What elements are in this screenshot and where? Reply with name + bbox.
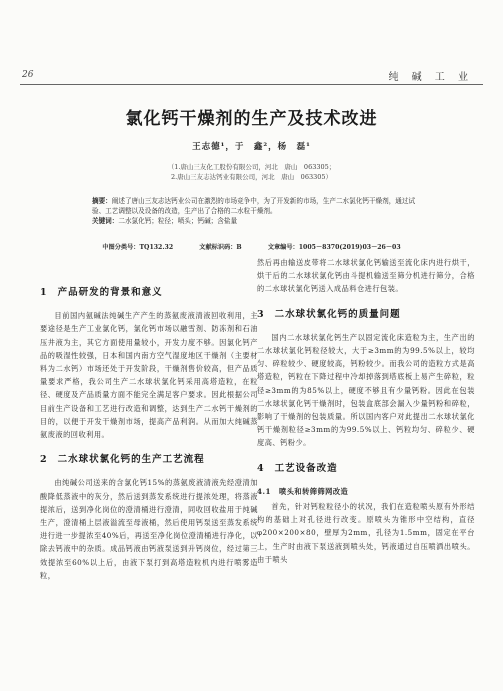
article-authors: 王志德¹，于 鑫²，杨 磊¹ (192, 142, 311, 152)
section-3-heading (257, 308, 475, 321)
section-3-title: 二水球状氯化钙的质量问题 (274, 308, 401, 320)
subsection-4-1-title: 喷头和转筛筛网改造 (279, 486, 349, 496)
page-number: 26 (22, 70, 34, 80)
right-column (257, 256, 475, 566)
header-rule (20, 84, 483, 85)
section-4-number: 4 (257, 462, 265, 474)
subsection-4-1-number: 4.1 (257, 486, 272, 496)
journal-name: 纯 碱 工 业 (388, 72, 473, 83)
clc-number: 中图分类号：TQ132.32 (102, 244, 174, 251)
running-header (0, 0, 503, 86)
document-code: 文献标识码：B (199, 244, 242, 251)
section-2-number: 2 (40, 454, 48, 466)
keywords-text: 二水氯化钙；粒径；喷头；钙碱；含盐量 (118, 217, 238, 225)
affiliations (0, 162, 503, 182)
abstract-text: 阐述了唐山三友志达钙业公司在激烈的市场竞争中，为了开发新的市场，生产二水氯化钙干燥剂，通过试验、工艺调整以及设备的改造，生产出了合格的二水粒干燥剂。 (92, 197, 416, 215)
section-2-paragraph-continued: 然后再由输送皮带将二水球状氯化钙输送至流化床内进行烘干，烘干后的二水球状氯化钙由斗提机输送至筛分机进行筛分，合格的二水球状氯化钙送入成品料仓进行包装。 (257, 258, 475, 294)
keywords-label: 关键词： (92, 217, 119, 225)
article-title: 氯化钙干燥剂的生产及技术改进 (125, 109, 378, 129)
abstract (92, 196, 420, 216)
section-4-heading (257, 462, 475, 475)
section-4-title: 工艺设备改造 (274, 462, 338, 474)
section-1-number: 1 (40, 287, 48, 298)
subsection-4-1-paragraph: 首先，针对钙粒粒径小的状况，我们在造粒喷头原有外形结构的基础上对孔径进行改变。原喷头为锥形中空结构，直径φ200×200×80，壁厚为2mm，孔径为1.5mm，固定在平台上，生产时由液下泵送液到喷头处，钙液通过自压喷洒出喷头。由于喷头 (257, 502, 475, 564)
affiliation-1: （1.唐山三友化工股份有限公司，河北 唐山 063305； (167, 163, 336, 171)
section-2-heading (40, 453, 258, 466)
left-column (40, 274, 258, 582)
section-1-paragraph: 目前国内氨碱法纯碱生产产生的蒸氨废液清液回收利用，主要途径是生产工业氯化钙，氯化钙市场以融雪剂、防冻剂和石油压井液为主，其它方面使用量较小，开发力度不够。因氯化钙产品的吸湿性较强，日本和国内南方空气湿度地区干燥剂（主要材料为二水钙）市场还处于开发阶段，干燥剂售价较高，但产品质量要求严格，我公司生产二水球状氯化钙采用高塔造粒，在粒径、硬度及产品质量方面不能完全满足客户要求。因此根据公司目前生产设备和工艺进行改造和调整，达到生产二水钙干燥剂的目的，以便于开发干燥剂市场，提高产品利润。从而加大纯碱蒸氨废液的回收利用。 (40, 311, 258, 440)
section-1-heading (40, 286, 258, 299)
section-3-paragraph: 国内二水球状氯化钙生产以固定流化床造粒为主，生产出的二水球状氯化钙粒径较大，大于≥3mm的为99.5%以上，较均匀、碎粒较少、硬度较高，钙粉较少。而我公司的造粒方式是高塔造粒，钙粒在下降过程中冷却掉落到塔底板上易产生碎粒，粒径≥3mm的为85%以上，硬度不够且有少量钙粉。因此在包装二水球状氯化钙干燥剂时，包装盒底部会漏入少量钙粉和碎粒，影响了干燥剂的包装质量。所以国内客户对此提出二水球状氯化钙干燥剂粒径≥3mm的为99.5%以上、钙粒均匀、碎粒少、硬度高、钙粉少。 (257, 332, 475, 448)
section-3-number: 3 (257, 308, 265, 320)
classification-line (0, 242, 503, 251)
keywords (92, 216, 420, 226)
article-number: 文章编号：1005－8370(2019)03－26－03 (267, 244, 401, 251)
abstract-label: 摘要： (92, 197, 112, 205)
subsection-4-1-heading (257, 485, 475, 498)
affiliation-2: 2.唐山三友志达钙业有限公司，河北 唐山 063305） (170, 173, 332, 181)
section-2-paragraph: 由纯碱公司送来的含氯化钙15%的蒸氨废液清液先经澄清加酸降低蒸液中的灰分，然后送到蒸发系统进行提浓处理，将蒸液提浓后，送到净化岗位的澄清桶进行澄清，同收回收盐用于纯碱生产，澄清桶上层液溢流至母液桶，然后使用钙泵送至蒸发系统进行进一步提浓至40%后，再送至净化岗位澄清桶进行净化，以除去钙液中的杂质。成品钙液由钙液泵送到升钙岗位，经过第三效提浓至60%以上后，由液下泵打到高塔造粒机内进行喷雾造粒， (40, 478, 258, 580)
section-2-title: 二水球状氯化钙的生产工艺流程 (57, 454, 205, 466)
abstract-block (92, 196, 420, 226)
section-1-title: 产品研发的背景和意义 (57, 287, 163, 298)
